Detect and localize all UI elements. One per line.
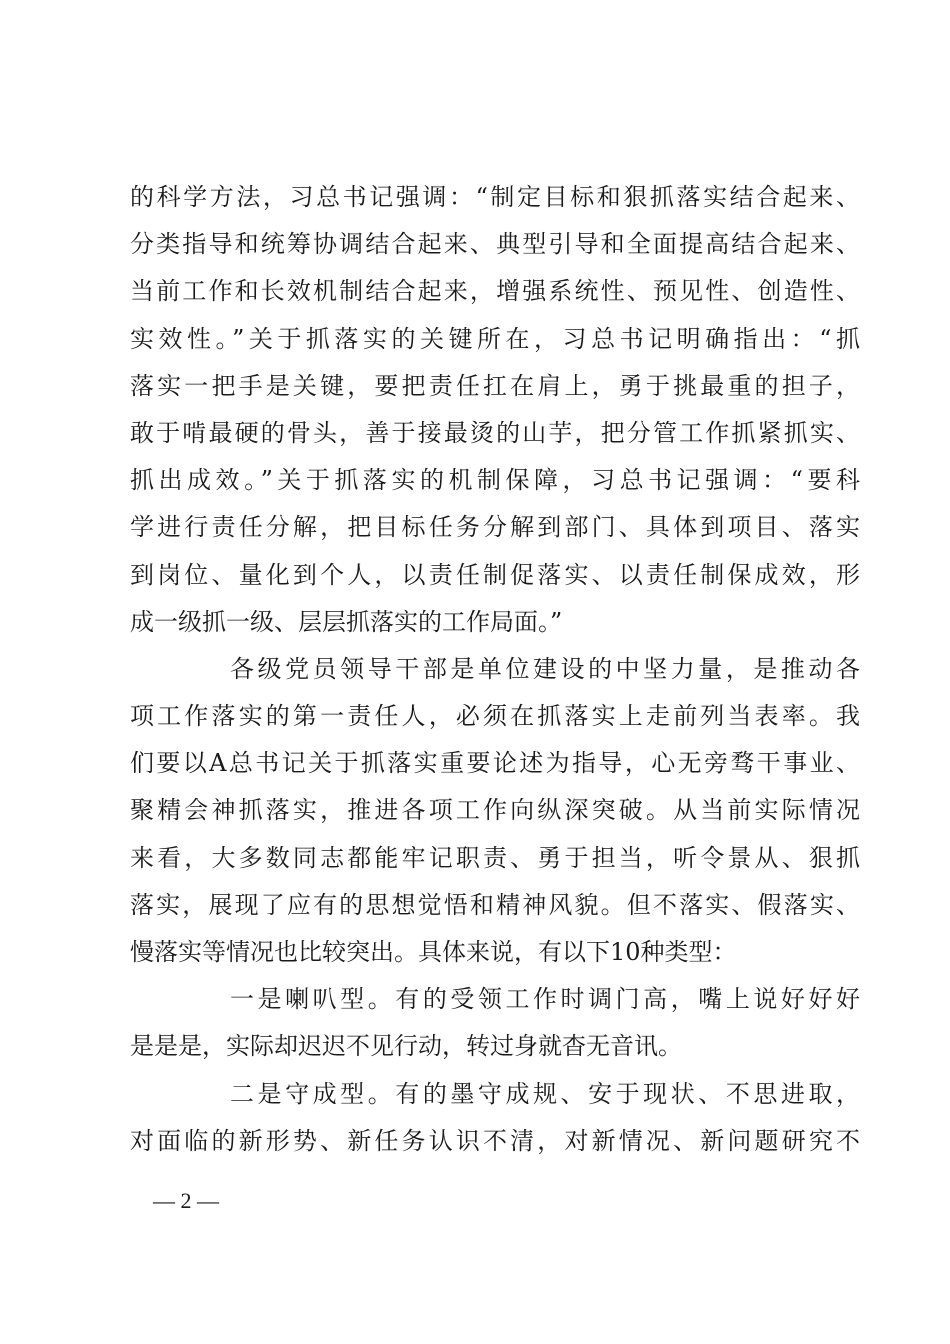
text-line: 的科学方法，习总书记强调：“制定目标和狠抓落实结合起来、 <box>130 183 860 211</box>
text-line: 们要以A总书记关于抓落实重要论述为指导，心无旁骛干事业、 <box>130 749 860 778</box>
text-line: 聚精会神抓落实，推进各项工作向纵深突破。从当前实际情况 <box>130 796 860 825</box>
paragraph-first-line: 二是守成型。有的墨守成规、安于现状、不思进取， <box>230 1079 860 1108</box>
text-line: 来看，大多数同志都能牢记职责、勇于担当，听令景从、狠抓 <box>130 843 860 872</box>
text-line: 项工作落实的第一责任人，必须在抓落实上走前列当表率。我 <box>130 702 860 731</box>
page-number: — 2 — <box>153 1188 219 1213</box>
paragraph-first-line: 一是喇叭型。有的受领工作时调门高，嘴上说好好好 <box>230 985 860 1014</box>
text-line: 慢落实等情况也比较突出。具体来说，有以下10种类型： <box>130 938 737 966</box>
text-line: 对面临的新形势、新任务认识不清，对新情况、新问题研究不 <box>130 1126 860 1155</box>
text-line: 成一级抓一级、层层抓落实的工作局面。” <box>130 607 563 636</box>
text-line: 落实一把手是关键，要把责任扛在肩上，勇于挑最重的担子， <box>130 371 860 400</box>
body-text <box>130 174 860 1165</box>
text-line: 当前工作和长效机制结合起来，增强系统性、预见性、创造性、 <box>130 277 860 306</box>
text-line: 落实，展现了应有的思想觉悟和精神风貌。但不落实、假落实、 <box>130 890 860 919</box>
text-line: 抓出成效。”关于抓落实的机制保障，习总书记强调：“要科 <box>130 466 860 495</box>
text-line: 到岗位、量化到个人，以责任制促落实、以责任制保成效，形 <box>130 560 860 589</box>
text-line: 是是是，实际却迟迟不见行动，转过身就杳无音讯。 <box>130 1032 682 1061</box>
text-line: 实效性。”关于抓落实的关键所在，习总书记明确指出：“抓 <box>130 324 860 353</box>
text-line: 学进行责任分解，把目标任务分解到部门、具体到项目、落实 <box>130 513 860 542</box>
text-line: 敢于啃最硬的骨头，善于接最烫的山芋，把分管工作抓紧抓实、 <box>130 418 860 447</box>
text-line: 分类指导和统筹协调结合起来、典型引导和全面提高结合起来、 <box>130 230 860 259</box>
paragraph-first-line: 各级党员领导干部是单位建设的中坚力量，是推动各 <box>230 654 860 683</box>
